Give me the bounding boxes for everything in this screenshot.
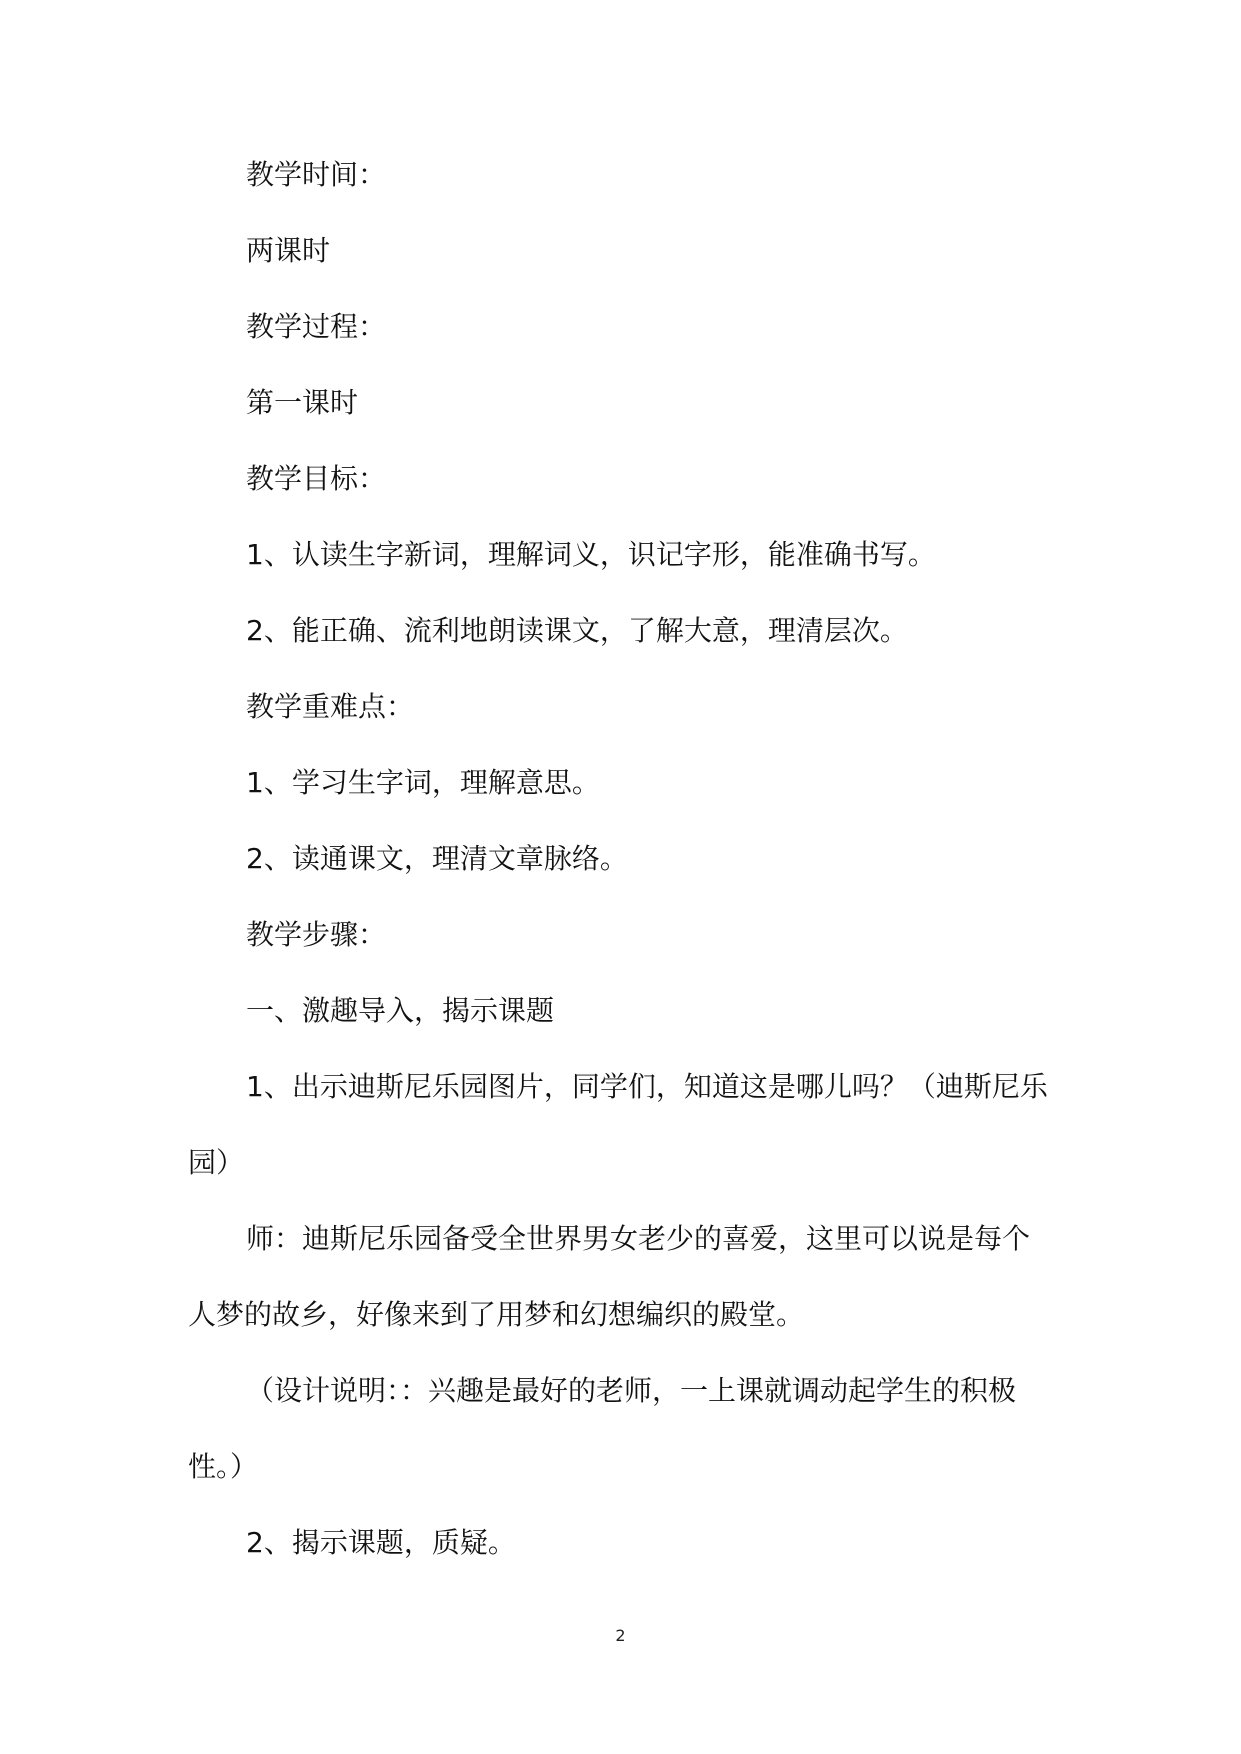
paragraph-goal-1: 1、认读生字新词，理解词义，识记字形，能准确书写。: [246, 538, 936, 571]
paragraph-first-lesson: 第一课时: [246, 386, 359, 419]
paragraph-goal-2: 2、能正确、流利地朗读课文，了解大意，理清层次。: [246, 614, 908, 647]
paragraph-teaching-goals-heading: 教学目标：: [246, 462, 387, 495]
paragraph-teaching-process-heading: 教学过程：: [246, 310, 387, 343]
paragraph-key-points-heading: 教学重难点：: [246, 690, 415, 723]
paragraph-step-1-item-2: 2、揭示课题，质疑。: [246, 1526, 516, 1559]
document-body: [188, 137, 1050, 1581]
paragraph-teaching-steps-heading: 教学步骤：: [246, 918, 387, 951]
paragraph-key-point-1: 1、学习生字词，理解意思。: [246, 766, 600, 799]
paragraph-step-1-heading: 一、激趣导入，揭示课题: [246, 994, 555, 1027]
page-number: 2: [615, 1626, 626, 1645]
paragraph-key-point-2: 2、读通课文，理清文章脉络。: [246, 842, 628, 875]
paragraph-teaching-time-value: 两课时: [246, 234, 331, 267]
paragraph-design-note: （设计说明：：兴趣是最好的老师，一上课就调动起学生的积极性。）: [188, 1374, 1017, 1483]
paragraph-step-1-item-1: 1、出示迪斯尼乐园图片，同学们，知道这是哪儿吗？（迪斯尼乐园）: [188, 1070, 1048, 1179]
paragraph-teaching-time-heading: 教学时间：: [246, 158, 387, 191]
paragraph-teacher-remark: 师：迪斯尼乐园备受全世界男女老少的喜爱，这里可以说是每个人梦的故乡，好像来到了用梦和幻想编织的殿堂。: [188, 1222, 1031, 1331]
